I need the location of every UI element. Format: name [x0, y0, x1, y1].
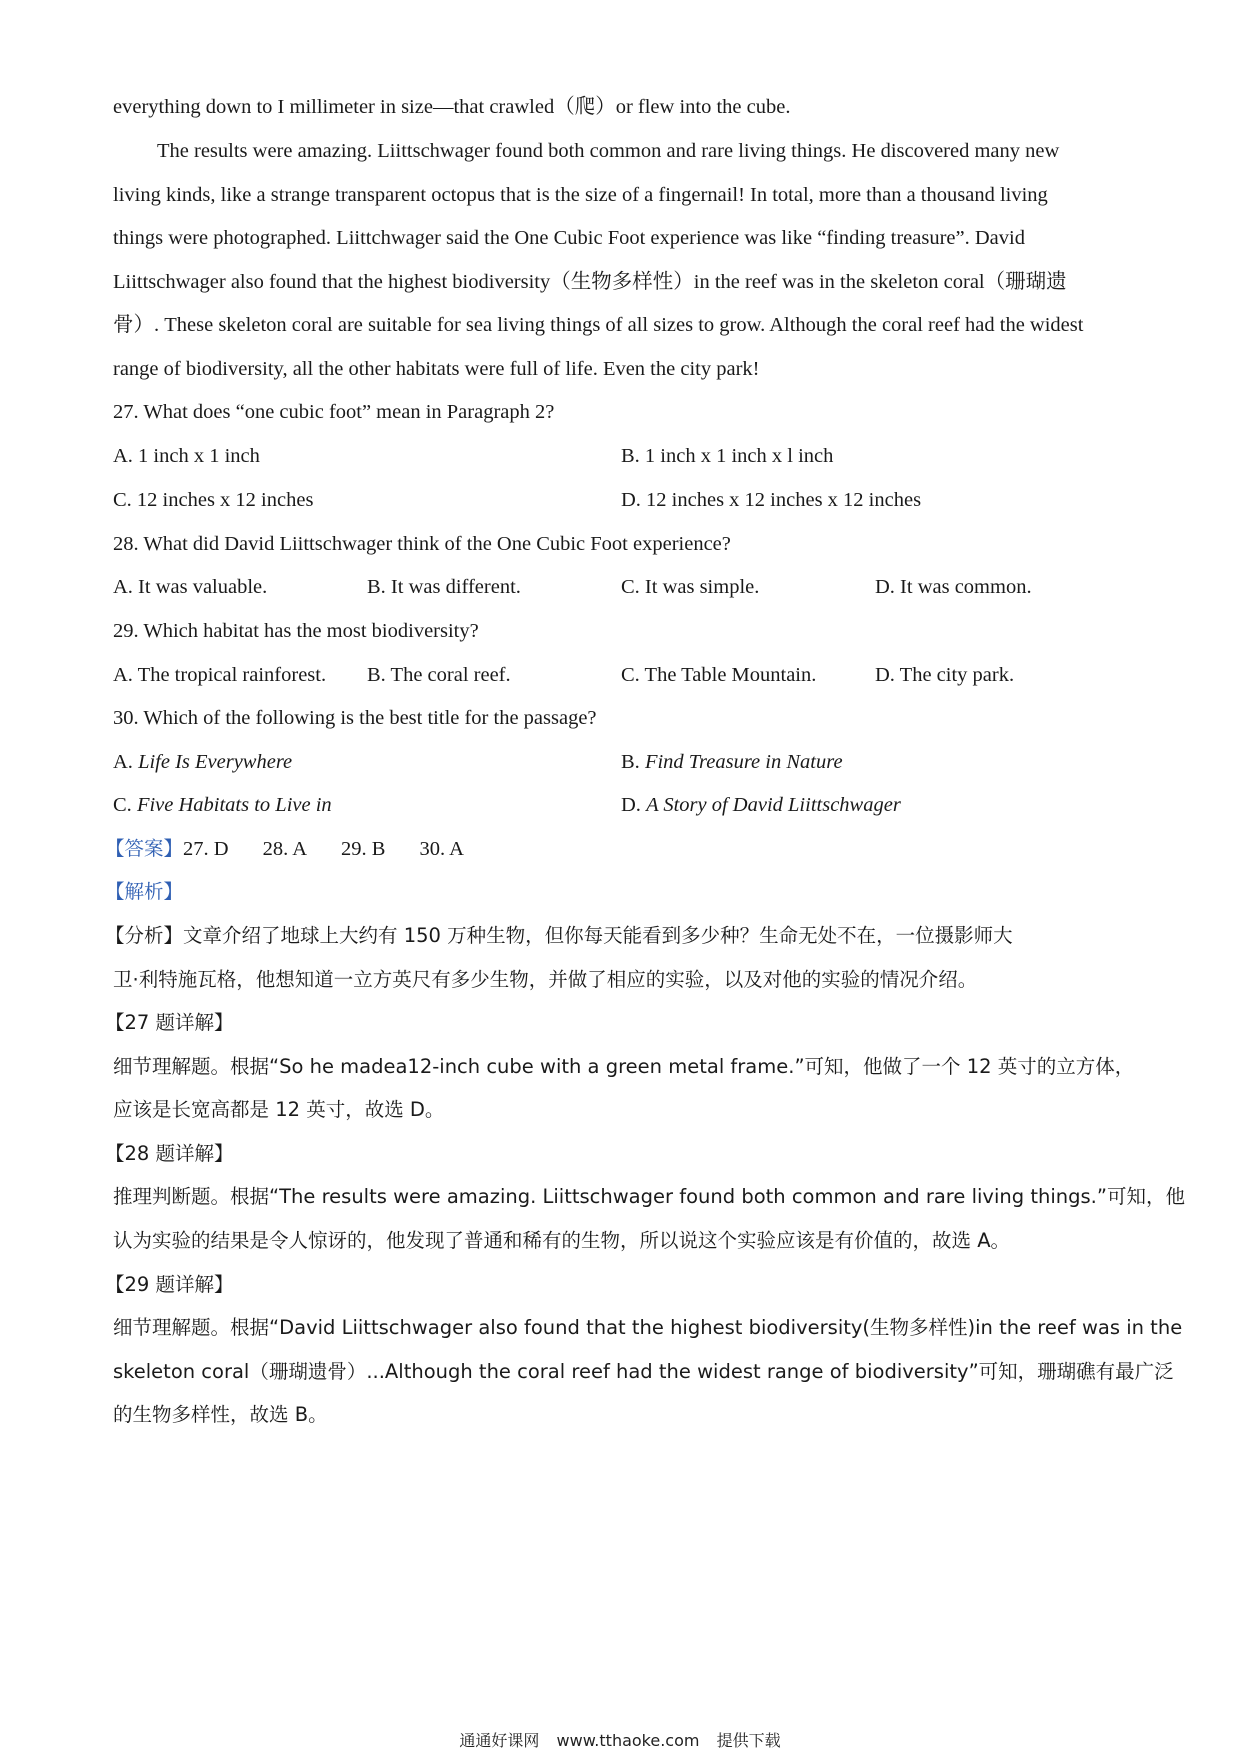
passage-line: living kinds, like a strange transparent octopus that is the size of a fingernail! In total, more than a thousand living	[113, 184, 1048, 206]
footer-site-name: 通通好课网	[459, 1731, 540, 1750]
summary-line: 【分析】文章介绍了地球上大约有 150 万种生物，但你每天能看到多少种？生命无处不在，一位摄影师大	[105, 924, 1013, 947]
q27-detail-line: 细节理解题。根据“So he madea12-inch cube with a green metal frame.”可知，他做了一个 12 英寸的立方体，	[113, 1055, 1135, 1078]
passage-line: The results were amazing. Liittschwager found both common and rare living things. He discovered many new	[157, 140, 1060, 162]
option-27-a: A. 1 inch x 1 inch	[113, 445, 260, 467]
q28-detail-line: 推理判断题。根据“The results were amazing. Liittschwager found both common and rare living things.”可知，他	[113, 1185, 1185, 1208]
option-27-b: B. 1 inch x 1 inch x l inch	[621, 445, 834, 467]
summary-label: 【分析】	[105, 924, 184, 947]
summary-line: 卫·利特施瓦格，他想知道一立方英尺有多少生物，并做了相应的实验，以及对他的实验的情况介绍。	[113, 968, 978, 991]
option-28-a: A. It was valuable.	[113, 576, 268, 598]
q29-detail-line: skeleton coral（珊瑚遗骨）...Although the coral reef had the widest range of biodiversity”可知，珊瑚礁有最广泛	[113, 1360, 1174, 1383]
option-27-d: D. 12 inches x 12 inches x 12 inches	[621, 489, 922, 511]
option-30-b: B. Find Treasure in Nature	[621, 751, 843, 773]
analysis-label: 【解析】	[105, 880, 184, 903]
passage-line: range of biodiversity, all the other habitats were full of life. Even the city park!	[113, 358, 760, 380]
page-footer	[0, 1728, 1240, 1751]
answer-label: 【答案】	[105, 837, 184, 860]
q28-detail-line: 认为实验的结果是令人惊讶的，他发现了普通和稀有的生物，所以说这个实验应该是有价值的，故选 A。	[113, 1229, 1011, 1252]
option-27-c: C. 12 inches x 12 inches	[113, 489, 314, 511]
option-28-c: C. It was simple.	[621, 576, 760, 598]
passage-line: 骨）. These skeleton coral are suitable for sea living things of all sizes to grow. Although the coral reef had the widest	[113, 314, 1084, 336]
passage-line: things were photographed. Liittchwager said the One Cubic Foot experience was like “finding treasure”. David	[113, 227, 1025, 249]
option-29-c: C. The Table Mountain.	[621, 664, 817, 686]
option-30-d: D. A Story of David Liittschwager	[621, 794, 901, 816]
question-stem-28: 28. What did David Liittschwager think of the One Cubic Foot experience?	[113, 533, 731, 555]
question-stem-29: 29. Which habitat has the most biodiversity?	[113, 620, 479, 642]
option-30-c: C. Five Habitats to Live in	[113, 794, 332, 816]
answer-line	[105, 835, 498, 863]
answer-item: 29. B	[341, 838, 386, 860]
question-stem-27: 27. What does “one cubic foot” mean in Paragraph 2?	[113, 401, 555, 423]
option-30-a: A. Life Is Everywhere	[113, 751, 293, 773]
passage-line: Liittschwager also found that the highest biodiversity（生物多样性）in the reef was in the skeleton coral（珊瑚遗	[113, 271, 1067, 293]
q29-detail-line: 的生物多样性，故选 B。	[113, 1403, 328, 1426]
question-stem-30: 30. Which of the following is the best title for the passage?	[113, 707, 597, 729]
option-28-d: D. It was common.	[875, 576, 1032, 598]
answer-item: 30. A	[419, 838, 464, 860]
passage-line: everything down to I millimeter in size—that crawled（爬）or flew into the cube.	[113, 96, 791, 118]
q28-detail-label: 【28 题详解】	[105, 1142, 234, 1165]
option-29-a: A. The tropical rainforest.	[113, 664, 327, 686]
option-29-b: B. The coral reef.	[367, 664, 511, 686]
q27-detail-label: 【27 题详解】	[105, 1011, 234, 1034]
option-29-d: D. The city park.	[875, 664, 1015, 686]
answer-item: 27. D	[183, 838, 229, 860]
q27-detail-line: 应该是长宽高都是 12 英寸，故选 D。	[113, 1098, 445, 1121]
q29-detail-label: 【29 题详解】	[105, 1273, 234, 1296]
option-28-b: B. It was different.	[367, 576, 521, 598]
answer-item: 28. A	[262, 838, 308, 860]
q29-detail-line: 细节理解题。根据“David Liittschwager also found that the highest biodiversity(生物多样性)in the reef was in the	[113, 1316, 1183, 1339]
footer-url[interactable]: www.tthaoke.com	[556, 1731, 700, 1750]
footer-note: 提供下载	[716, 1731, 781, 1750]
